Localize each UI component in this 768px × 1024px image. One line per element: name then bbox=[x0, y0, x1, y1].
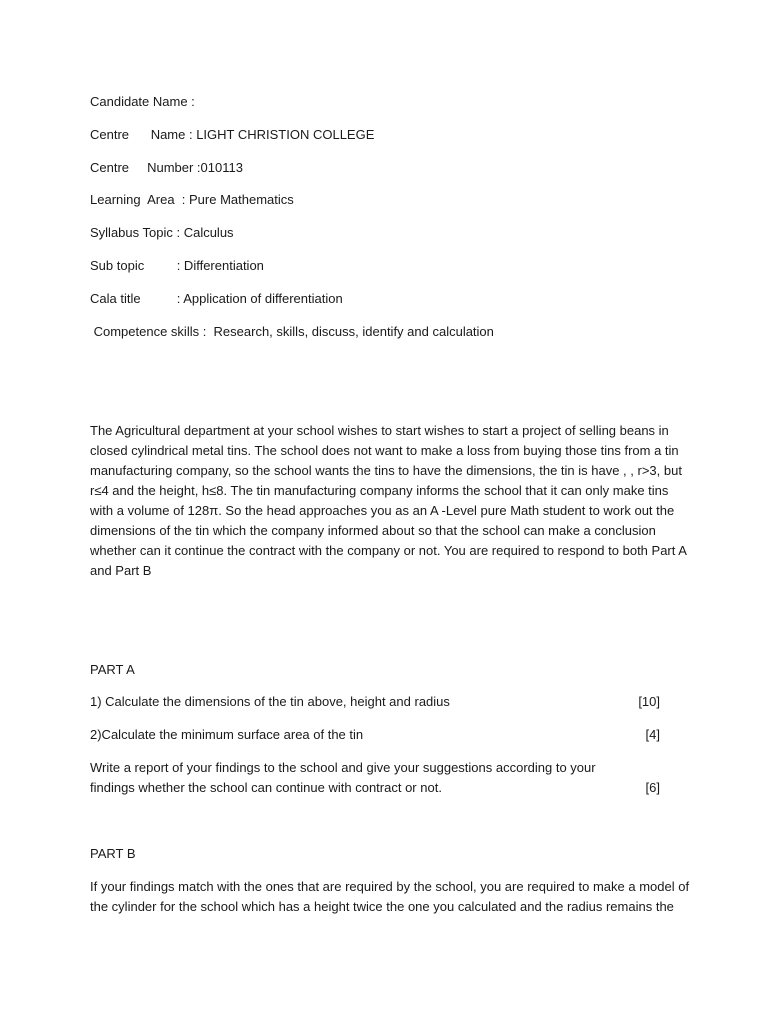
centre-name-line: Centre Name : LIGHT CHRISTION COLLEGE bbox=[90, 127, 375, 142]
cala-title-line: Cala title : Application of differentiation bbox=[90, 291, 343, 306]
part-b-paragraph: If your findings match with the ones that are required by the school, you are required to make a model of the cylinder for the school which has a height twice the one you calculated and the radius remains the bbox=[90, 879, 690, 914]
question-3-marks: [6] bbox=[645, 780, 660, 795]
question-3 bbox=[90, 758, 660, 798]
competence-skills-line: Competence skills : Research, skills, discuss, identify and calculation bbox=[90, 324, 494, 339]
question-3-text: Write a report of your findings to the school and give your suggestions according to your findings whether the school can continue with contract or not. bbox=[90, 760, 596, 795]
sub-topic-line: Sub topic : Differentiation bbox=[90, 258, 264, 273]
question-2-marks: [4] bbox=[645, 727, 660, 742]
part-b-heading: PART B bbox=[90, 846, 136, 861]
question-1 bbox=[90, 692, 660, 712]
part-a-heading: PART A bbox=[90, 662, 135, 677]
syllabus-topic-line: Syllabus Topic : Calculus bbox=[90, 225, 234, 240]
question-2 bbox=[90, 725, 660, 745]
question-2-text: 2)Calculate the minimum surface area of the tin bbox=[90, 727, 364, 742]
centre-number-line: Centre Number :010113 bbox=[90, 160, 243, 175]
scenario-paragraph: The Agricultural department at your school wishes to start wishes to start a project of selling beans in closed cylindrical metal tins. The school does not want to make a loss from buying those tins from a tin manufacturing company, so the school wants the tins to have the dimensions, the tin is have , , r>3, but r≤4 and the height, h≤8. The tin manufacturing company informs the school that it can only make tins with a volume of 128π. So the head approaches you as an A -Level pure Math student to work out the dimensions of the tin which the company informed about so that the school can make a conclusion whether can it continue the contract with the company or not. You are required to respond to both Part A and Part B bbox=[90, 423, 687, 578]
question-1-marks: [10] bbox=[638, 694, 660, 709]
question-1-text: 1) Calculate the dimensions of the tin above, height and radius bbox=[90, 694, 450, 709]
learning-area-line: Learning Area : Pure Mathematics bbox=[90, 192, 294, 207]
candidate-name-line: Candidate Name : bbox=[90, 94, 195, 109]
